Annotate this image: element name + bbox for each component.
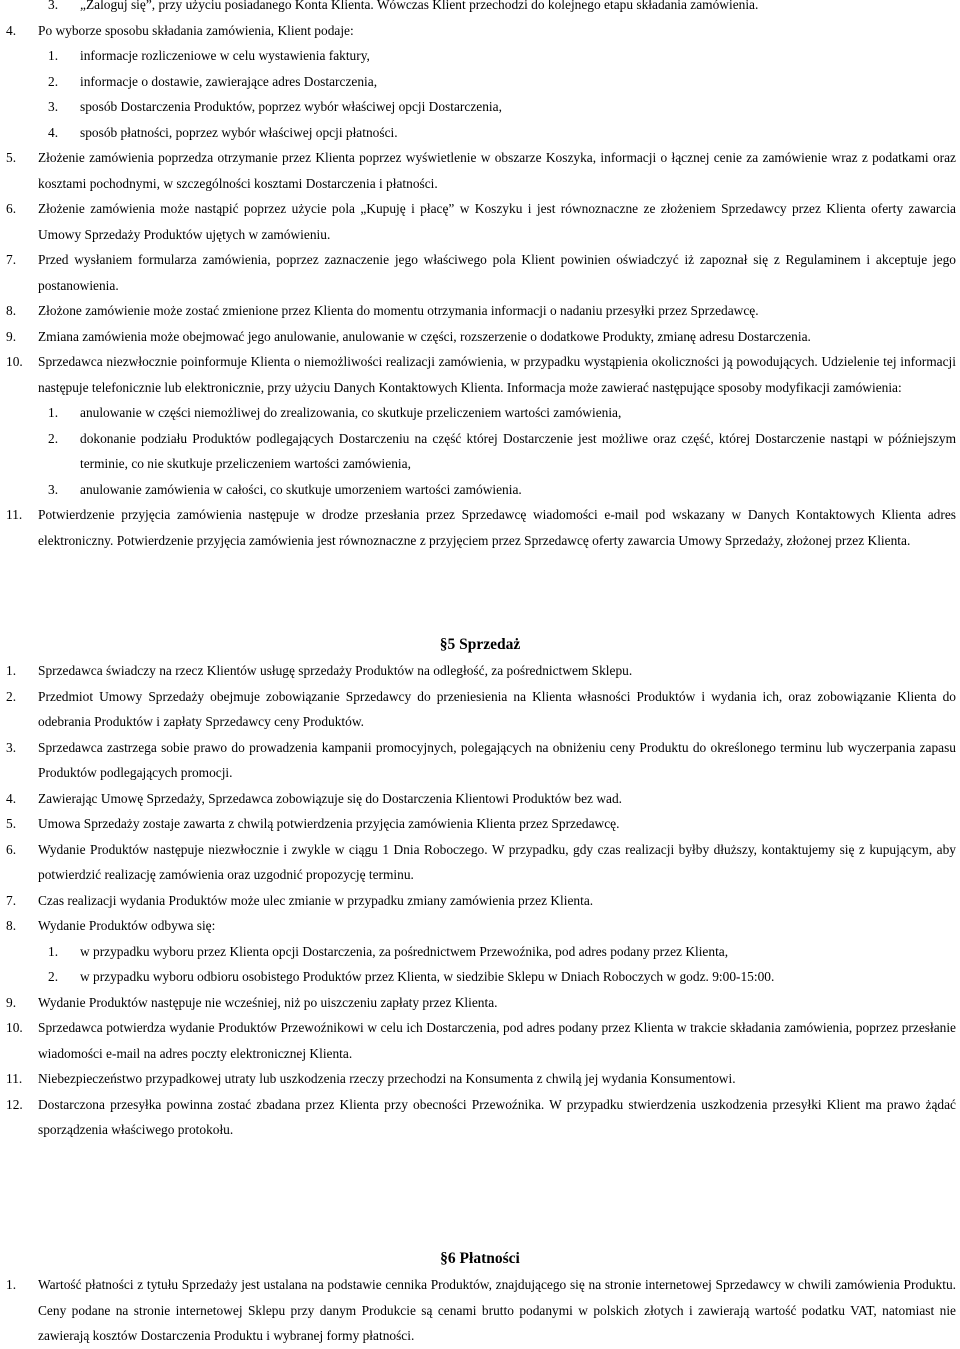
list-subitem: [0, 43, 960, 69]
item-number: 8.: [6, 303, 17, 318]
item-number: 10.: [6, 354, 23, 369]
item-text: Złożone zamówienie może zostać zmienione przez Klienta do momentu otrzymania informacji o nadaniu przesyłki przez Sprzedawcę.: [38, 303, 759, 318]
item-number: 4.: [6, 790, 17, 806]
list-subitem: [0, 426, 960, 477]
section-heading: §6 Płatności: [440, 1250, 520, 1267]
list-item: [0, 990, 960, 1016]
item-number: 1.: [6, 663, 17, 678]
item-number: 12.: [6, 1096, 23, 1112]
list-item: [0, 837, 960, 888]
item-number: 5.: [6, 816, 17, 831]
item-text: Wydanie Produktów następuje niezwłocznie i zwykle w ciągu 1 Dnia Roboczego. W przypadku, gdy czas realizacji byłby dłuższy, kontaktujemy się z kupującym, aby potwierdzić realizację zamówienia oraz uzgodnić propozycję terminu.: [38, 841, 956, 882]
section-heading: §5 Sprzedaż: [439, 636, 521, 653]
item-number: 8.: [6, 918, 17, 933]
item-text: Dostarczona przesyłka powinna zostać zbadana przez Klienta przy obecności Przewoźnika. W przypadku stwierdzenia uszkodzenia przesyłki Klient ma prawo żądać sporządzenia właściwego protokołu.: [38, 1096, 956, 1137]
list-item: [0, 247, 960, 298]
item-text: Złożenie zamówienia może nastąpić poprzez użycie pola „Kupuję i płacę” w Koszyku i jest równoznaczne ze złożeniem Sprzedawcy przez Klienta oferty zawarcia Umowy Sprzedaży Produktów ujętych w zamówieniu.: [38, 201, 956, 242]
subitem-text: „Zaloguj się”, przy użyciu posiadanego Konta Klienta. Wówczas Klient przechodzi do kolejnego etapu składania zamówienia.: [80, 0, 759, 12]
item-text: Umowa Sprzedaży zostaje zawarta z chwilą potwierdzenia przyjęcia zamówienia Klienta przez Sprzedawcę.: [38, 816, 620, 831]
item-text: Potwierdzenie przyjęcia zamówienia następuje w drodze przesłania przez Sprzedawcę wiadomości e-mail pod wskazany w Danych Kontaktowych Klienta adres elektroniczny. Potwierdzenie przyjęcia zamówienia jest równoznaczne z przyjęciem przez Sprzedawcę oferty zawarcia Umowy Sprzedaży, złożonej przez Klienta.: [38, 507, 956, 548]
list-item: [0, 658, 960, 684]
item-number: 6.: [6, 201, 17, 216]
item-text: Przed wysłaniem formularza zamówienia, poprzez zaznaczenie jego właściwego pola Klient powinien oświadczyć iż zapoznał się z Regulaminem i akceptuje jego postanowienia.: [38, 252, 956, 293]
list-item: [0, 811, 960, 837]
item-text: Wartość płatności z tytułu Sprzedaży jest ustalana na podstawie cennika Produktów, znajdującego się na stronie internetowej Sprzedawcy w chwili zamówienia Produktu. Ceny podane na stronie internetowej Sklepu przy danym Produkcie są cenami brutto podanymi w polskich złotych i zawierają wartość podatku VAT, natomiast nie zawierają kosztów Dostarczenia Produktu i wybranej formy płatności.: [38, 1277, 956, 1343]
item-text: Wydanie Produktów następuje nie wcześniej, niż po uiszczeniu zapłaty przez Klienta.: [38, 994, 498, 1010]
item-text: Niebezpieczeństwo przypadkowej utraty lub uszkodzenia rzeczy przechodzi na Konsumenta z chwilą jej wydania Konsumentowi.: [38, 1071, 736, 1086]
section-5: [0, 632, 960, 1143]
item-text: Sprzedawca świadczy na rzecz Klientów usługę sprzedaży Produktów na odległość, za pośrednictwem Sklepu.: [38, 663, 633, 678]
list-item: [0, 18, 960, 44]
list-item: [0, 196, 960, 247]
item-text: Sprzedawca niezwłocznie poinformuje Klienta o niemożliwości realizacji zamówienia, w przypadku wystąpienia okoliczności ją powodujących. Udzielenie tej informacji następuje telefonicznie lub elektronicznie, przy użyciu Danych Kontaktowych Klienta. Informacja może zawierać następujące sposoby modyfikacji zamówienia:: [38, 354, 956, 395]
list-subitem: [0, 400, 960, 426]
list-subitem: [0, 69, 960, 95]
list-item: [0, 735, 960, 786]
subitem-number: 2.: [48, 73, 59, 89]
item-number: 10.: [6, 1020, 23, 1035]
item-number: 11.: [6, 507, 23, 522]
subitem-text: informacje rozliczeniowe w celu wystawienia faktury,: [80, 48, 370, 63]
list-subitem: [0, 964, 960, 990]
item-text: Czas realizacji wydania Produktów może ulec zmianie w przypadku zmiany zamówienia przez Klienta.: [38, 892, 594, 908]
subitem-number: 3.: [48, 99, 59, 114]
list-item: [0, 298, 960, 324]
list-item: [0, 1066, 960, 1092]
subitem-text: sposób Dostarczenia Produktów, poprzez wybór właściwej opcji Dostarczenia,: [80, 99, 502, 114]
item-text: Złożenie zamówienia poprzedza otrzymanie przez Klienta poprzez wyświetlenie w obszarze Koszyka, informacji o łącznej cenie za zamówienie wraz z podatkami oraz kosztami pochodnymi, w szczególności kosztami Dostarczenia i płatności.: [38, 150, 956, 191]
item-number: 7.: [6, 892, 17, 908]
subitem-number: 3.: [48, 481, 59, 497]
item-number: 1.: [6, 1277, 17, 1292]
item-number: 5.: [6, 150, 17, 165]
item-number: 9.: [6, 994, 17, 1010]
list-subitem: [0, 94, 960, 120]
list-item: [0, 913, 960, 939]
list-item: [0, 324, 960, 350]
subitem-number: 2.: [48, 430, 59, 446]
item-number: 4.: [6, 22, 17, 38]
subitem-number: 4.: [48, 124, 59, 140]
list-item: [0, 1092, 960, 1143]
item-number: 3.: [6, 739, 17, 755]
item-text: Wydanie Produktów odbywa się:: [38, 918, 216, 933]
list-subitem: [0, 939, 960, 965]
item-text: Zmiana zamówienia może obejmować jego anulowanie, anulowanie w części, rozszerzenie o dodatkowe Produkty, zmianę adresu Dostarczenia.: [38, 328, 811, 344]
item-number: 6.: [6, 841, 17, 857]
subitem-text: dokonanie podziału Produktów podlegających Dostarczeniu na część której Dostarczenie jest możliwe oraz część, której Dostarczenie nastąpi w późniejszym terminie, co nie skutkuje przeliczeniem wartości zamówienia,: [80, 430, 956, 471]
list-item: [0, 1272, 960, 1349]
subitem-number: 2.: [48, 969, 59, 984]
subitem-text: anulowanie zamówienia w całości, co skutkuje umorzeniem wartości zamówienia.: [80, 481, 522, 497]
list-item: [0, 786, 960, 812]
list-subitem: [0, 120, 960, 146]
item-text: Sprzedawca zastrzega sobie prawo do prowadzenia kampanii promocyjnych, polegających na obniżeniu ceny Produktu do określonego terminu lub wyczerpania zapasu Produktów podlegających promocji.: [38, 739, 956, 780]
subitem-text: informacje o dostawie, zawierające adres Dostarczenia,: [80, 73, 378, 89]
subitem-text: w przypadku wyboru przez Klienta opcji Dostarczenia, za pośrednictwem Przewoźnika, pod adres podany przez Klienta,: [80, 943, 729, 959]
list-item: [0, 888, 960, 914]
item-text: Przedmiot Umowy Sprzedaży obejmuje zobowiązanie Sprzedawcy do przeniesienia na Klienta własności Produktów i wydania ich, oraz zobowiązanie Klienta do odebrania Produktów i zapłaty Sprzedawcy ceny Produktów.: [38, 688, 956, 729]
item-number: 9.: [6, 328, 17, 344]
subitem-text: sposób płatności, poprzez wybór właściwej opcji płatności.: [80, 124, 398, 140]
item-number: 7.: [6, 252, 17, 267]
item-number: 2.: [6, 688, 17, 704]
list-subitem: [0, 0, 960, 18]
list-subitem: [0, 477, 960, 503]
list-item: [0, 684, 960, 735]
list-item: [0, 502, 960, 553]
item-text: Po wyborze sposobu składania zamówienia, Klient podaje:: [38, 22, 354, 38]
item-text: Zawierając Umowę Sprzedaży, Sprzedawca zobowiązuje się do Dostarczenia Klientowi Produktów bez wad.: [38, 790, 623, 806]
list-item: [0, 145, 960, 196]
item-text: Sprzedawca potwierdza wydanie Produktów Przewoźnikowi w celu ich Dostarczenia, pod adres podany przez Klienta w trakcie składania zamówienia, poprzez przesłanie wiadomości e-mail na adres poczty elektronicznej Klienta.: [38, 1020, 956, 1061]
subitem-number: 1.: [48, 48, 59, 63]
subitem-text: w przypadku wyboru odbioru osobistego Produktów przez Klienta, w siedzibie Sklepu w Dniach Roboczych w godz. 9:00-15:00.: [80, 969, 775, 984]
item-number: 11.: [6, 1071, 23, 1086]
subitem-number: 1.: [48, 405, 59, 420]
subitem-text: anulowanie w części niemożliwej do zrealizowania, co skutkuje przeliczeniem wartości zamówienia,: [80, 405, 622, 420]
subitem-number: 3.: [48, 0, 59, 12]
section-6: [0, 1246, 960, 1349]
list-item: [0, 349, 960, 400]
subitem-number: 1.: [48, 943, 59, 959]
list-item: [0, 1015, 960, 1066]
section-4-continuation: [0, 0, 960, 553]
